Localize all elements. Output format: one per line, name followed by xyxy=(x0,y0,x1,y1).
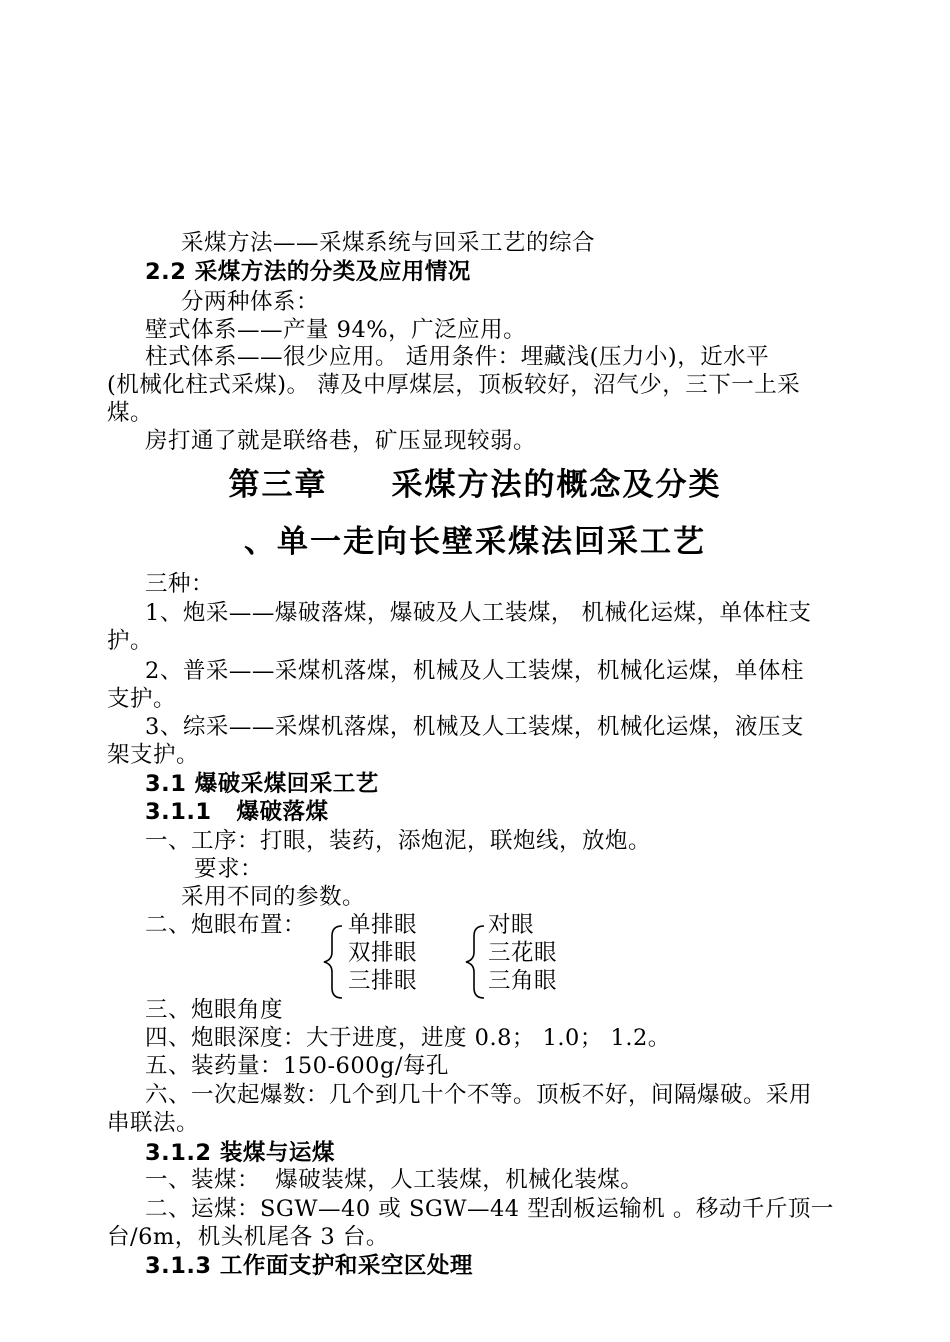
layout-label: 二、炮眼布置： xyxy=(145,912,307,938)
types-intro: 三种： xyxy=(145,571,215,597)
blast-line-1: 六、一次起爆数：几个到几十个不等。顶板不好，间隔爆破。采用 xyxy=(145,1082,813,1108)
right-brace-icon xyxy=(460,922,490,1002)
layout-right-item-3: 三角眼 xyxy=(488,968,558,994)
left-brace-icon xyxy=(318,922,348,1002)
section-heading-3-1-3: 3.1.3 工作面支护和采空区处理 xyxy=(145,1253,473,1279)
section-heading-3-1-2: 3.1.2 装煤与运煤 xyxy=(145,1140,335,1166)
pillar-system-line-3: 煤。 xyxy=(107,400,154,426)
layout-left-item-1: 单排眼 xyxy=(348,912,418,938)
type-1-line-2: 护。 xyxy=(107,628,154,654)
layout-right-item-1: 对眼 xyxy=(488,912,535,938)
pillar-system-line-1: 柱式体系——很少应用。 适用条件：埋藏浅(压力小)，近水平 xyxy=(145,344,770,370)
params-line: 采用不同的参数。 xyxy=(181,884,366,910)
section-heading-3-1-1: 3.1.1 爆破落煤 xyxy=(145,799,329,825)
section-heading-3-1: 3.1 爆破采煤回采工艺 xyxy=(145,771,379,797)
chapter-title: 第三章 采煤方法的概念及分类 xyxy=(228,467,722,503)
wall-system-line: 壁式体系——产量 94%，广泛应用。 xyxy=(145,317,527,343)
layout-right-item-2: 三花眼 xyxy=(488,940,558,966)
transport-line-1: 二、运煤：SGW—40 或 SGW—44 型刮板运输机 。移动千斤顶一 xyxy=(145,1196,834,1222)
type-3-line-1: 3、综采——采煤机落煤，机械及人工装煤，机械化运煤，液压支 xyxy=(145,714,804,740)
type-1-line-1: 1、炮采——爆破落煤，爆破及人工装煤， 机械化运煤，单体柱支 xyxy=(145,600,812,626)
section-heading-2-2: 2.2 采煤方法的分类及应用情况 xyxy=(145,259,471,285)
layout-left-item-2: 双排眼 xyxy=(348,940,418,966)
requirement-line: 要求： xyxy=(194,856,264,882)
definition-line: 采煤方法——采煤系统与回采工艺的综合 xyxy=(181,230,596,256)
depth-line: 四、炮眼深度：大于进度，进度 0.8； 1.0； 1.2。 xyxy=(145,1025,671,1051)
room-note: 房打通了就是联络巷，矿压显现较弱。 xyxy=(145,428,537,454)
type-3-line-2: 架支护。 xyxy=(107,742,200,768)
type-2-line-1: 2、普采——采煤机落煤，机械及人工装煤，机械化运煤，单体柱 xyxy=(145,658,804,684)
layout-left-item-3: 三排眼 xyxy=(348,968,418,994)
charge-line: 五、装药量：150-600g/每孔 xyxy=(145,1053,449,1079)
type-2-line-2: 支护。 xyxy=(107,686,177,712)
transport-line-2: 台/6m，机头机尾各 3 台。 xyxy=(107,1224,389,1250)
chapter-subtitle: 、单一走向长壁采煤法回采工艺 xyxy=(244,524,706,560)
blast-line-2: 串联法。 xyxy=(107,1110,200,1136)
angle-line: 三、炮眼角度 xyxy=(145,997,284,1023)
systems-intro: 分两种体系： xyxy=(181,289,320,315)
procedure-line: 一、工序：打眼，装药，添炮泥，联炮线，放炮。 xyxy=(145,828,652,854)
pillar-system-line-2: (机械化柱式采煤)。 薄及中厚煤层，顶板较好，沼气少，三下一上采 xyxy=(107,372,801,398)
loading-line: 一、装煤： 爆破装煤，人工装煤，机械化装煤。 xyxy=(145,1167,644,1193)
